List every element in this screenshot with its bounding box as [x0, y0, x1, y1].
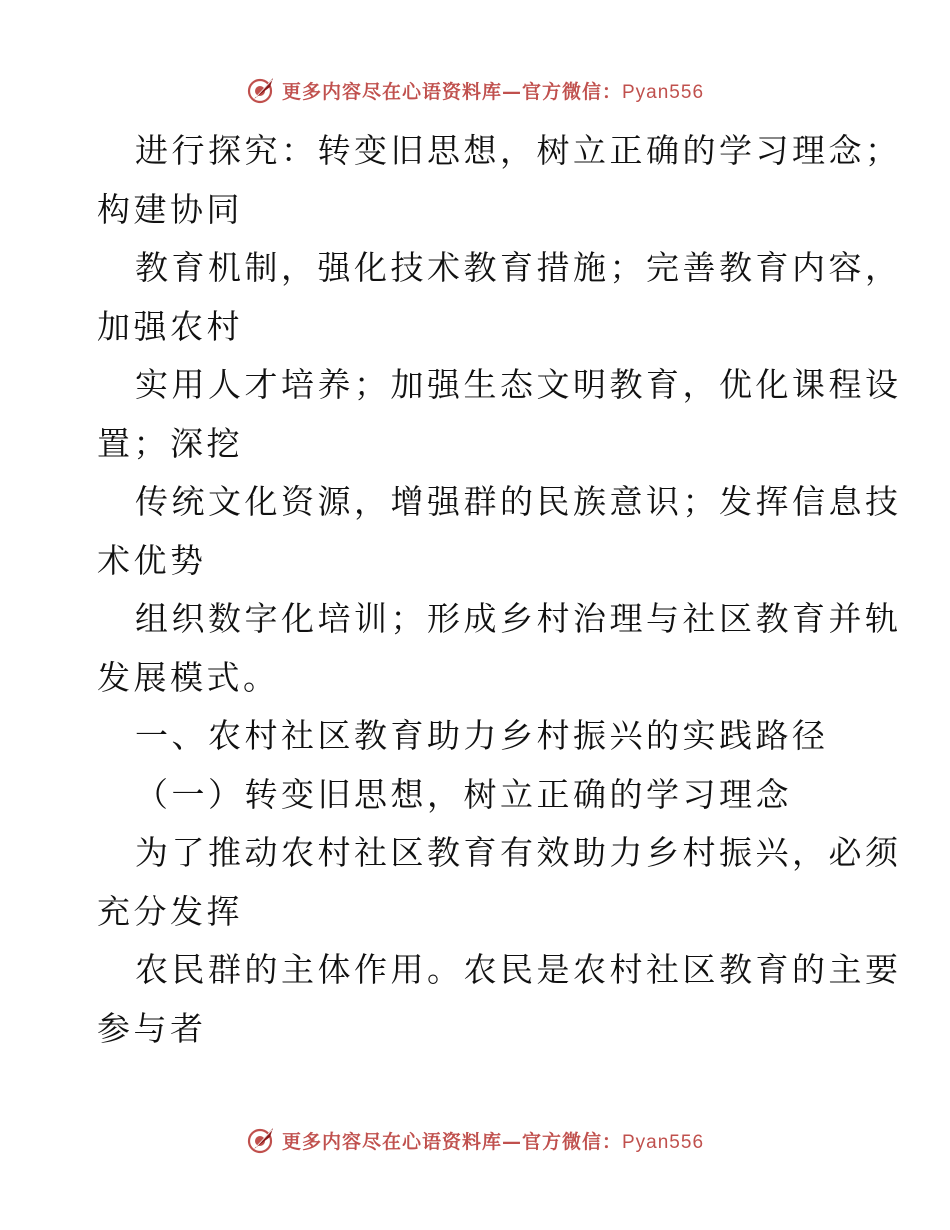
text-line: 充分发挥 [97, 891, 243, 931]
text-line: 传统文化资源，增强群的民族意识；发挥信息技 [135, 482, 902, 521]
text-line: 农民群的主体作用。农民是农村社区教育的主要 [135, 950, 902, 989]
banner-text: 更多内容尽在心语资料库—官方微信：Pyan556 [281, 1130, 705, 1153]
text-line: 实用人才培养；加强生态文明教育，优化课程设 [135, 365, 902, 404]
text-line: 发展模式。 [97, 657, 280, 697]
header-banner [0, 70, 950, 110]
quill-pen-logo-icon [246, 1125, 276, 1155]
banner-text: 更多内容尽在心语资料库—官方微信：Pyan556 [281, 80, 705, 103]
text-line: 组织数字化培训；形成乡村治理与社区教育并轨 [135, 599, 902, 638]
quill-pen-logo-icon [246, 75, 276, 105]
text-line: 加强农村 [97, 306, 243, 346]
wechat-id: Pyan556 [622, 1131, 705, 1153]
text-line: 参与者 [97, 1008, 207, 1048]
text-line: 术优势 [97, 540, 207, 580]
text-line: 为了推动农村社区教育有效助力乡村振兴，必须 [135, 833, 902, 872]
text-line: 置；深挖 [97, 423, 243, 463]
subsection-heading: （一）转变旧思想，树立正确的学习理念 [135, 774, 792, 814]
section-heading: 一、农村社区教育助力乡村振兴的实践路径 [135, 716, 829, 755]
text-line: 构建协同 [97, 189, 243, 229]
text-line: 教育机制，强化技术教育措施；完善教育内容， [135, 248, 902, 287]
text-line: 进行探究：转变旧思想，树立正确的学习理念； [135, 131, 902, 170]
wechat-id: Pyan556 [622, 81, 705, 103]
footer-banner [0, 1120, 950, 1160]
document-body [97, 122, 902, 1058]
